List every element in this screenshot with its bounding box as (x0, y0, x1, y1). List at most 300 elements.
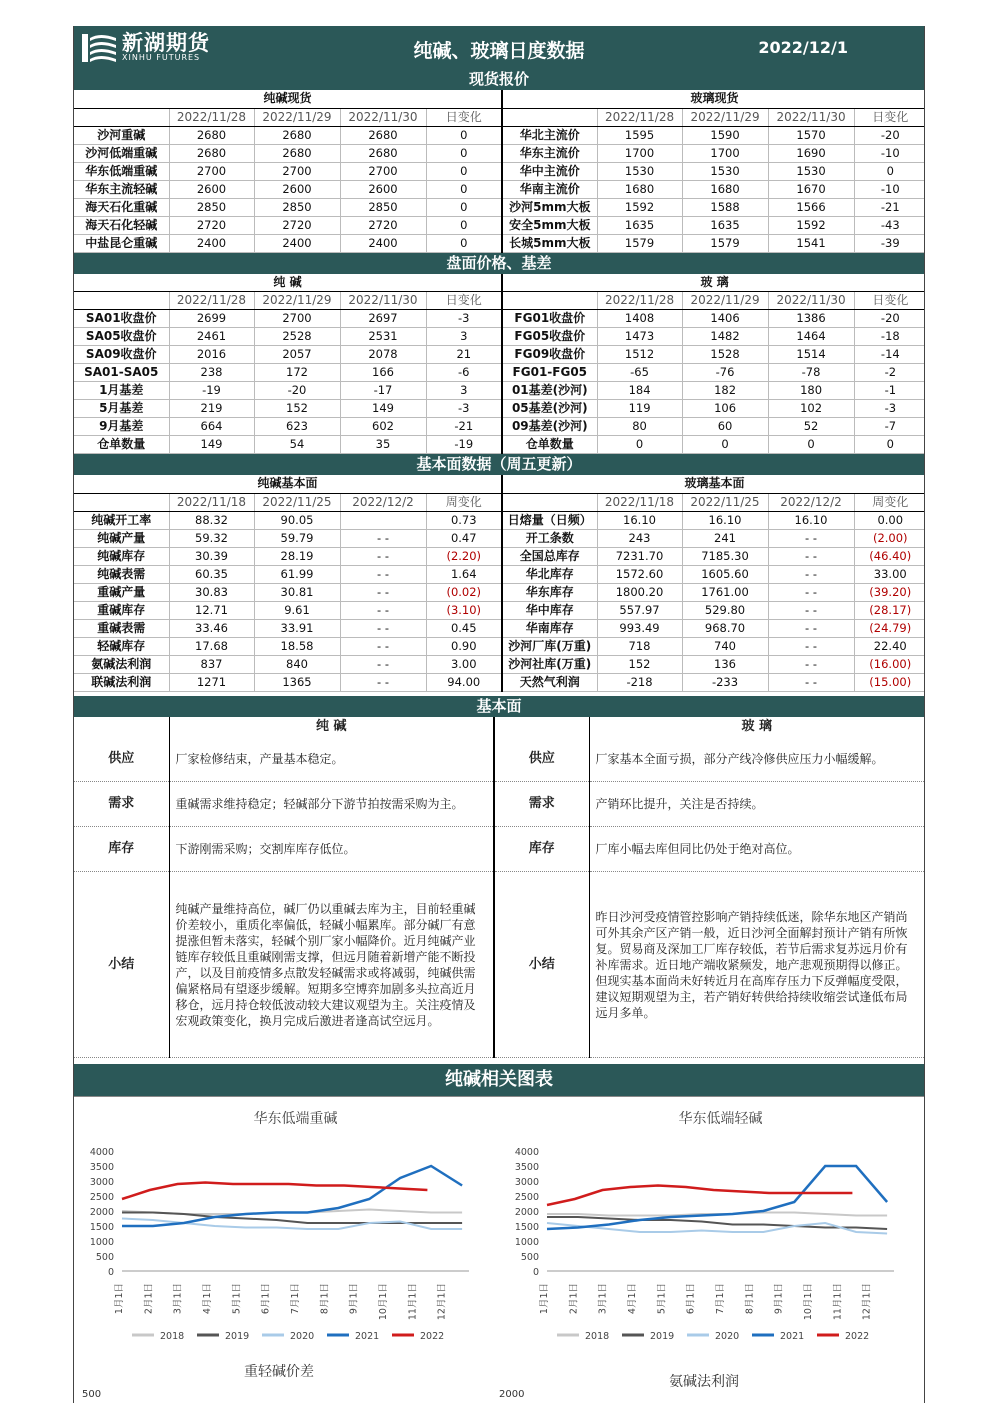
chart-ammonia-title: 氨碱法利润 (669, 1374, 739, 1390)
y-tick-label: 3000 (514, 1177, 539, 1188)
futures-glass-row-label: FG09收盘价 (502, 346, 597, 364)
y-tick-label: 4000 (89, 1147, 114, 1158)
futures-glass-cell: -78 (768, 364, 854, 382)
fundamentals-soda-cell: 1365 (254, 673, 340, 691)
futures-glass-cell: -18 (854, 328, 925, 346)
x-tick-label: 3月1日 (597, 1283, 609, 1315)
fundamentals-soda-date-header: 2022/12/2 (340, 493, 426, 511)
spot-soda-cell: 2700 (169, 162, 254, 180)
fundamentals-soda-cell: 33.46 (169, 619, 254, 637)
spot-glass-row-label: 华东主流价 (502, 144, 597, 162)
spot-soda-cell: 2680 (169, 144, 254, 162)
spot-glass-cell: -43 (854, 216, 925, 234)
y-tick-label: 500 (95, 1252, 114, 1263)
fundamentals-soda-row-label: 重碱产量 (74, 583, 169, 601)
basics-row (74, 827, 924, 872)
legend-label: 2021 (355, 1331, 380, 1342)
fundamentals-soda-cell: 18.58 (254, 637, 340, 655)
fundamentals-glass-cell: 136 (682, 655, 768, 673)
x-tick-label: 3月1日 (172, 1283, 184, 1315)
basics-row-label: 供应 (74, 737, 169, 782)
table-row (74, 601, 925, 619)
x-tick-label: 12月1日 (861, 1283, 873, 1321)
futures-soda-cell: 2078 (340, 346, 426, 364)
futures-soda-row-label: 9月基差 (74, 418, 169, 436)
basics-glass-text: 昨日沙河受疫情管控影响产销持续低迷，除华东地区产销尚可外其余产区产销一般，近日沙河全面解封预计产销有所恢复。贸易商及深加工厂库存较低，若节后需求复苏远月价有补库需求。近日地产端收紧频发，地产悲观预期得以修正。但现实基本面尚未好转近月在高库存压力下反弹幅度受限，建议短期观望为主，若产销好转供给持续收缩尝试逢低布局远月多单。 (589, 872, 924, 1058)
spot-soda-cell: 0 (426, 162, 502, 180)
report-header (74, 26, 924, 69)
x-tick-label: 11月1日 (832, 1283, 844, 1321)
spot-soda-cell: 0 (426, 198, 502, 216)
futures-soda-cell: 149 (340, 400, 426, 418)
spot-soda-row-label: 海天石化轻碱 (74, 216, 169, 234)
fundamentals-glass-cell: 718 (597, 637, 682, 655)
legend-label: 2018 (160, 1331, 185, 1342)
y-tick-label: 2500 (514, 1192, 539, 1203)
y-tick-label: 0 (107, 1267, 114, 1278)
futures-soda-cell: -6 (426, 364, 502, 382)
spot-soda-cell: 2400 (254, 234, 340, 252)
fundamentals-glass-cell: - - (768, 583, 854, 601)
fundamentals-glass-cell: 993.49 (597, 619, 682, 637)
x-tick-label: 8月1日 (319, 1283, 331, 1315)
fundamentals-glass-row-label: 沙河厂库(万重) (502, 637, 597, 655)
table-row (74, 234, 925, 252)
fundamentals-glass-cell: (46.40) (854, 547, 925, 565)
x-tick-label: 4月1日 (202, 1283, 214, 1315)
fundamentals-soda-cell: 88.32 (169, 511, 254, 529)
fundamentals-soda-change-header: 周变化 (426, 493, 502, 511)
fundamentals-glass-cell: 968.70 (682, 619, 768, 637)
fundamentals-glass-cell: - - (768, 655, 854, 673)
spot-soda-row-label: 沙河重碱 (74, 126, 169, 144)
legend-label: 2020 (715, 1331, 740, 1342)
section-basics: 基本面 (74, 696, 924, 717)
x-tick-label: 10月1日 (378, 1283, 390, 1321)
fundamentals-glass-cell: - - (768, 619, 854, 637)
spot-glass-cell: 1592 (768, 216, 854, 234)
brand-name-cn: 新湖期货 (122, 31, 210, 55)
spot-glass-change-header: 日变化 (854, 108, 925, 126)
futures-soda-cell: -19 (426, 436, 502, 454)
fundamentals-soda-cell: - - (340, 655, 426, 673)
report-page (73, 26, 925, 1403)
spot-glass-cell: -21 (854, 198, 925, 216)
basics-soda-text: 重碱需求维持稳定；轻碱部分下游节拍按需采购为主。 (169, 782, 494, 827)
fundamentals-glass-cell: 740 (682, 637, 768, 655)
futures-glass-cell: -20 (854, 310, 925, 328)
spot-glass-cell: 1590 (682, 126, 768, 144)
legend-label: 2018 (585, 1331, 610, 1342)
futures-soda-cell: 172 (254, 364, 340, 382)
x-tick-label: 5月1日 (656, 1283, 668, 1315)
fundamentals-glass-cell: 557.97 (597, 601, 682, 619)
fundamentals-glass-row-label: 开工条数 (502, 529, 597, 547)
futures-soda-row-label: SA01-SA05 (74, 364, 169, 382)
futures-soda-cell: 2528 (254, 328, 340, 346)
table-row (74, 328, 925, 346)
futures-soda-cell: 2531 (340, 328, 426, 346)
spot-glass-cell: 0 (854, 162, 925, 180)
y-tick-label: 500 (520, 1252, 539, 1263)
fundamentals-glass-row-label: 华东库存 (502, 583, 597, 601)
fundamentals-glass-cell: (16.00) (854, 655, 925, 673)
fundamentals-glass-cell: -233 (682, 673, 768, 691)
spot-glass-cell: 1670 (768, 180, 854, 198)
fundamentals-glass-row-label: 华中库存 (502, 601, 597, 619)
futures-soda-cell: 2697 (340, 310, 426, 328)
futures-soda-cell: 3 (426, 382, 502, 400)
futures-glass-row-label: FG01-FG05 (502, 364, 597, 382)
fundamentals-glass-cell: - - (768, 673, 854, 691)
table-row (74, 547, 925, 565)
x-tick-label: 7月1日 (715, 1283, 727, 1315)
futures-soda-cell: 152 (254, 400, 340, 418)
x-tick-label: 7月1日 (290, 1283, 302, 1315)
futures-glass-title: 玻 璃 (502, 274, 925, 292)
futures-soda-cell: 623 (254, 418, 340, 436)
fundamentals-soda-cell: 837 (169, 655, 254, 673)
spot-glass-cell: 1680 (597, 180, 682, 198)
futures-glass-row-label: FG01收盘价 (502, 310, 597, 328)
futures-soda-cell: 3 (426, 328, 502, 346)
x-tick-label: 10月1日 (803, 1283, 815, 1321)
series-line-2021 (547, 1166, 887, 1229)
fundamentals-soda-cell: 94.00 (426, 673, 502, 691)
table-row (74, 310, 925, 328)
fundamentals-glass-cell: (24.79) (854, 619, 925, 637)
futures-glass-cell: -7 (854, 418, 925, 436)
futures-glass-cell: 1514 (768, 346, 854, 364)
fundamentals-soda-cell: (2.20) (426, 547, 502, 565)
fundamentals-soda-cell: 90.05 (254, 511, 340, 529)
y-tick-label: 1000 (89, 1237, 114, 1248)
spot-soda-cell: 2720 (169, 216, 254, 234)
futures-soda-cell: 219 (169, 400, 254, 418)
futures-glass-cell: -65 (597, 364, 682, 382)
y-tick-label: 4000 (514, 1147, 539, 1158)
spot-glass-cell: -10 (854, 180, 925, 198)
spot-glass-row-label: 沙河5mm大板 (502, 198, 597, 216)
spot-soda-row-label: 海天石化重碱 (74, 198, 169, 216)
fundamentals-soda-row-label: 重碱表需 (74, 619, 169, 637)
y-tick-label: 3000 (89, 1177, 114, 1188)
spot-soda-cell: 2700 (254, 162, 340, 180)
fundamentals-soda-row-label: 轻碱库存 (74, 637, 169, 655)
fundamentals-glass-change-header: 周变化 (854, 493, 925, 511)
fundamentals-soda-cell: 30.39 (169, 547, 254, 565)
basics-row (74, 872, 924, 1058)
legend-label: 2021 (780, 1331, 805, 1342)
futures-soda-title: 纯 碱 (74, 274, 502, 292)
futures-soda-date-header: 2022/11/29 (254, 292, 340, 310)
spot-soda-date-header: 2022/11/30 (340, 108, 426, 126)
fundamentals-soda-cell: - - (340, 619, 426, 637)
fundamentals-soda-row-label: 纯碱库存 (74, 547, 169, 565)
futures-glass-cell: 1408 (597, 310, 682, 328)
spot-soda-cell: 0 (426, 180, 502, 198)
futures-glass-date-header: 2022/11/28 (597, 292, 682, 310)
x-tick-label: 6月1日 (260, 1283, 272, 1315)
fundamentals-soda-cell: 30.81 (254, 583, 340, 601)
fundamentals-glass-cell: - - (768, 529, 854, 547)
spot-soda-cell: 2850 (169, 198, 254, 216)
table-row (74, 382, 925, 400)
x-tick-label: 2月1日 (568, 1283, 580, 1315)
spot-glass-cell: -20 (854, 126, 925, 144)
futures-glass-cell: -76 (682, 364, 768, 382)
spot-soda-row-label: 华东主流轻碱 (74, 180, 169, 198)
fundamentals-glass-cell: 7231.70 (597, 547, 682, 565)
fundamentals-glass-date-header: 2022/11/18 (597, 493, 682, 511)
futures-glass-cell: -2 (854, 364, 925, 382)
spot-soda-cell: 2850 (340, 198, 426, 216)
spot-glass-cell: 1635 (597, 216, 682, 234)
futures-table (74, 274, 925, 455)
spot-soda-change-header: 日变化 (426, 108, 502, 126)
section-charts: 纯碱相关图表 (74, 1064, 924, 1096)
basics-row-label: 供应 (494, 737, 589, 782)
fundamentals-glass-date-header: 2022/11/25 (682, 493, 768, 511)
fundamentals-soda-cell: 0.90 (426, 637, 502, 655)
futures-soda-cell: 2016 (169, 346, 254, 364)
fundamentals-glass-cell: - - (768, 601, 854, 619)
y-tick-label: 2000 (89, 1207, 114, 1218)
fundamentals-glass-row-label: 沙河社库(万重) (502, 655, 597, 673)
spot-glass-cell: 1700 (597, 144, 682, 162)
futures-soda-cell: -17 (340, 382, 426, 400)
legend-label: 2022 (845, 1331, 870, 1342)
spot-glass-cell: 1530 (597, 162, 682, 180)
fundamentals-glass-cell: (2.00) (854, 529, 925, 547)
fundamentals-soda-cell: 1.64 (426, 565, 502, 583)
basics-soda-text: 厂家检修结束，产量基本稳定。 (169, 737, 494, 782)
fundamentals-soda-cell: - - (340, 673, 426, 691)
futures-glass-row-label: 09基差(沙河) (502, 418, 597, 436)
spot-glass-cell: 1579 (597, 234, 682, 252)
fundamentals-glass-cell: 33.00 (854, 565, 925, 583)
spot-glass-cell: 1700 (682, 144, 768, 162)
spot-soda-date-header: 2022/11/29 (254, 108, 340, 126)
fundamentals-soda-title: 纯碱基本面 (74, 475, 502, 493)
spot-soda-cell: 2720 (254, 216, 340, 234)
fundamentals-soda-cell (340, 511, 426, 529)
table-row (74, 418, 925, 436)
spot-soda-cell: 2600 (169, 180, 254, 198)
fundamentals-glass-cell: - - (768, 637, 854, 655)
table-row (74, 637, 925, 655)
spot-soda-cell: 2850 (254, 198, 340, 216)
spot-glass-cell: 1570 (768, 126, 854, 144)
x-tick-label: 2月1日 (143, 1283, 155, 1315)
y-tick-label: 2000 (514, 1207, 539, 1218)
section-futures: 盘面价格、基差 (74, 253, 924, 274)
x-tick-label: 6月1日 (685, 1283, 697, 1315)
table-row (74, 346, 925, 364)
chart-heavy-soda (74, 1101, 494, 1371)
futures-glass-cell: 0 (682, 436, 768, 454)
basics-row (74, 737, 924, 782)
table-row (74, 144, 925, 162)
spot-glass-cell: 1680 (682, 180, 768, 198)
fundamentals-soda-cell: 0.73 (426, 511, 502, 529)
spot-glass-cell: 1530 (682, 162, 768, 180)
futures-soda-date-header: 2022/11/28 (169, 292, 254, 310)
futures-soda-cell: 35 (340, 436, 426, 454)
fundamentals-soda-cell: 3.00 (426, 655, 502, 673)
section-spot: 现货报价 (74, 69, 924, 90)
table-row (74, 655, 925, 673)
spot-glass-cell: 1579 (682, 234, 768, 252)
fundamentals-glass-row-label: 天然气利润 (502, 673, 597, 691)
fundamentals-soda-cell: 12.71 (169, 601, 254, 619)
fundamentals-soda-cell: 60.35 (169, 565, 254, 583)
futures-soda-cell: 664 (169, 418, 254, 436)
y-tick-label: 3500 (89, 1162, 114, 1173)
table-row (74, 529, 925, 547)
legend-label: 2022 (420, 1331, 445, 1342)
section-fundamentals: 基本面数据（周五更新） (74, 454, 924, 475)
fundamentals-glass-cell: 1761.00 (682, 583, 768, 601)
futures-glass-cell: 80 (597, 418, 682, 436)
fundamentals-soda-cell: 17.68 (169, 637, 254, 655)
fundamentals-glass-title: 玻璃基本面 (502, 475, 925, 493)
futures-glass-cell: 1386 (768, 310, 854, 328)
basics-table (74, 717, 924, 1059)
fundamentals-soda-cell: 59.79 (254, 529, 340, 547)
report-date: 2022/12/1 (758, 38, 848, 57)
fundamentals-glass-row-label: 华北库存 (502, 565, 597, 583)
fundamentals-glass-cell: (28.17) (854, 601, 925, 619)
table-row (74, 364, 925, 382)
spot-soda-cell: 2680 (340, 144, 426, 162)
futures-glass-row-label: 仓单数量 (502, 436, 597, 454)
y-tick-label: 1000 (514, 1237, 539, 1248)
futures-soda-cell: 21 (426, 346, 502, 364)
futures-soda-row-label: SA05收盘价 (74, 328, 169, 346)
futures-glass-cell: 119 (597, 400, 682, 418)
fundamentals-soda-cell: 61.99 (254, 565, 340, 583)
chart-spread-ytick: 500 (82, 1389, 102, 1400)
futures-soda-cell: 2700 (254, 310, 340, 328)
spot-soda-cell: 2680 (254, 126, 340, 144)
chart-ammonia-ytick: 2000 (499, 1389, 525, 1400)
fundamentals-soda-cell: - - (340, 565, 426, 583)
futures-soda-change-header: 日变化 (426, 292, 502, 310)
x-tick-label: 1月1日 (539, 1283, 550, 1315)
fundamentals-glass-cell: 16.10 (768, 511, 854, 529)
fundamentals-glass-cell: 0.00 (854, 511, 925, 529)
spot-glass-cell: -10 (854, 144, 925, 162)
fundamentals-soda-cell: (0.02) (426, 583, 502, 601)
futures-glass-cell: -1 (854, 382, 925, 400)
fundamentals-soda-row-label: 纯碱开工率 (74, 511, 169, 529)
basics-row-label: 小结 (74, 872, 169, 1058)
spot-glass-cell: -39 (854, 234, 925, 252)
table-row (74, 180, 925, 198)
futures-glass-cell: 52 (768, 418, 854, 436)
futures-glass-change-header: 日变化 (854, 292, 925, 310)
spot-soda-cell: 2680 (254, 144, 340, 162)
futures-glass-cell: -3 (854, 400, 925, 418)
spot-soda-cell: 2700 (340, 162, 426, 180)
futures-glass-cell: -14 (854, 346, 925, 364)
y-tick-label: 2500 (89, 1192, 114, 1203)
spot-soda-cell: 0 (426, 216, 502, 234)
spot-glass-date-header: 2022/11/30 (768, 108, 854, 126)
futures-soda-cell: 2699 (169, 310, 254, 328)
spot-soda-cell: 2400 (169, 234, 254, 252)
spot-glass-row-label: 华北主流价 (502, 126, 597, 144)
fundamentals-soda-row-label: 纯碱表需 (74, 565, 169, 583)
basics-row-label: 库存 (494, 827, 589, 872)
spot-soda-cell: 2600 (254, 180, 340, 198)
futures-soda-row-label: 1月基差 (74, 382, 169, 400)
fundamentals-glass-cell: -218 (597, 673, 682, 691)
spot-soda-title: 纯碱现货 (74, 90, 502, 108)
fundamentals-soda-date-header: 2022/11/25 (254, 493, 340, 511)
futures-glass-row-label: 01基差(沙河) (502, 382, 597, 400)
fundamentals-soda-cell: 30.83 (169, 583, 254, 601)
fundamentals-soda-row-label: 联碱法利润 (74, 673, 169, 691)
fundamentals-soda-cell: 1271 (169, 673, 254, 691)
basics-soda-title: 纯 碱 (169, 717, 494, 737)
fundamentals-soda-cell: (3.10) (426, 601, 502, 619)
legend-label: 2019 (225, 1331, 250, 1342)
table-row (74, 619, 925, 637)
x-tick-label: 11月1日 (407, 1283, 419, 1321)
spot-soda-cell: 2720 (340, 216, 426, 234)
spot-glass-cell: 1530 (768, 162, 854, 180)
legend-label: 2020 (290, 1331, 315, 1342)
basics-row-label: 小结 (494, 872, 589, 1058)
basics-row (74, 782, 924, 827)
basics-row-label: 需求 (494, 782, 589, 827)
basics-row-label: 库存 (74, 827, 169, 872)
futures-glass-cell: 0 (768, 436, 854, 454)
spot-soda-date-header: 2022/11/28 (169, 108, 254, 126)
spot-glass-row-label: 安全5mm大板 (502, 216, 597, 234)
futures-glass-cell: 0 (597, 436, 682, 454)
spot-glass-cell: 1588 (682, 198, 768, 216)
spot-soda-row-label: 沙河低端重碱 (74, 144, 169, 162)
fundamentals-soda-cell: 28.19 (254, 547, 340, 565)
fundamentals-glass-row-label: 华南库存 (502, 619, 597, 637)
x-tick-label: 8月1日 (744, 1283, 756, 1315)
futures-glass-cell: 60 (682, 418, 768, 436)
futures-soda-cell: 2461 (169, 328, 254, 346)
table-row (74, 565, 925, 583)
fundamentals-soda-cell: - - (340, 547, 426, 565)
basics-glass-text: 产销环比提升，关注是否持续。 (589, 782, 924, 827)
fundamentals-glass-row-label: 日熔量（日频） (502, 511, 597, 529)
spot-table (74, 90, 925, 253)
y-tick-label: 1500 (89, 1222, 114, 1233)
fundamentals-glass-cell: 243 (597, 529, 682, 547)
table-row (74, 673, 925, 691)
spot-soda-cell: 0 (426, 144, 502, 162)
futures-glass-cell: 0 (854, 436, 925, 454)
x-tick-label: 12月1日 (436, 1283, 448, 1321)
fundamentals-soda-row-label: 纯碱产量 (74, 529, 169, 547)
futures-soda-cell: -3 (426, 400, 502, 418)
fundamentals-table (74, 475, 925, 692)
fundamentals-glass-cell: (39.20) (854, 583, 925, 601)
fundamentals-glass-cell: 152 (597, 655, 682, 673)
futures-glass-cell: 1464 (768, 328, 854, 346)
table-row (74, 162, 925, 180)
spot-glass-cell: 1595 (597, 126, 682, 144)
